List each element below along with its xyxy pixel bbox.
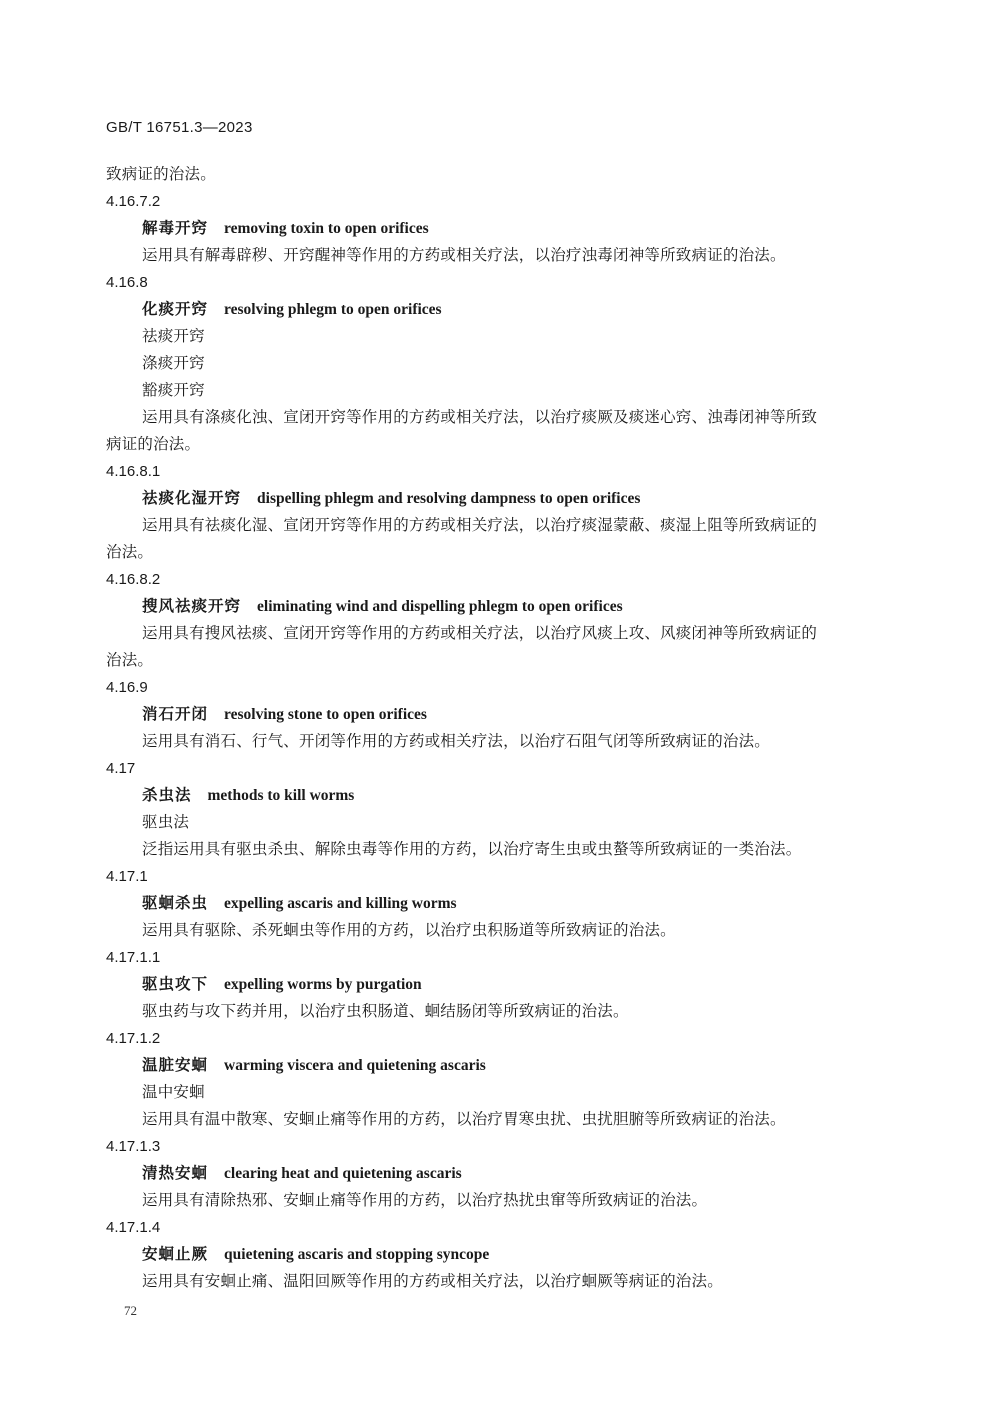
term-chinese: 消石开闭 [142,705,209,723]
clause-number: 4.17.1.1 [106,949,161,966]
clause-number: 4.17 [106,760,136,777]
clause-number: 4.16.9 [106,679,148,696]
term-heading [106,1241,896,1268]
term-english: removing toxin to open orifices [224,220,429,237]
term-chinese: 清热安蛔 [142,1164,209,1182]
term-english: resolving phlegm to open orifices [224,301,442,318]
definition-text: 运用具有消石、行气、开闭等作用的方药或相关疗法，以治疗石阻气闭等所致病证的治法。 [142,732,771,750]
clause-number: 4.17.1.2 [106,1030,161,1047]
term-english: clearing heat and quietening ascaris [224,1165,462,1182]
term-chinese: 杀虫法 [142,786,192,804]
term-heading [106,971,896,998]
term-english: methods to kill worms [207,787,355,804]
term-heading [106,1160,896,1187]
definition-text: 运用具有清除热邪、安蛔止痛等作用的方药，以治疗热扰虫窜等所致病证的治法。 [142,1191,708,1209]
term-english: warming viscera and quietening ascaris [224,1057,486,1074]
term-chinese: 搜风祛痰开窍 [142,597,242,615]
definition-text: 涤痰开窍 [142,354,205,372]
term-english: resolving stone to open orifices [224,706,427,723]
term-chinese: 驱蛔杀虫 [142,894,209,912]
term-chinese: 化痰开窍 [142,300,209,318]
definition-text: 泛指运用具有驱虫杀虫、解除虫毒等作用的方药，以治疗寄生虫或虫螯等所致病证的一类治法。 [142,840,802,858]
term-chinese: 驱虫攻下 [142,975,209,993]
definition-text: 驱虫法 [142,813,190,831]
continuation-text: 治法。 [106,543,154,561]
definition-text: 温中安蛔 [142,1083,205,1101]
definition-text: 运用具有解毒辟秽、开窍醒神等作用的方药或相关疗法，以治疗浊毒闭神等所致病证的治法。 [142,246,786,264]
definition-text: 运用具有温中散寒、安蛔止痛等作用的方药，以治疗胃寒虫扰、虫扰胆腑等所致病证的治法。 [142,1110,786,1128]
term-english: expelling ascaris and killing worms [224,895,457,912]
term-heading [106,215,896,242]
definition-text: 运用具有驱除、杀死蛔虫等作用的方药，以治疗虫积肠道等所致病证的治法。 [142,921,676,939]
term-heading [106,782,896,809]
term-chinese: 安蛔止厥 [142,1245,209,1263]
term-heading [106,1052,896,1079]
term-heading [106,296,896,323]
clause-number: 4.16.8.2 [106,571,161,588]
definition-text: 运用具有搜风祛痰、宣闭开窍等作用的方药或相关疗法，以治疗风痰上攻、风痰闭神等所致病证的 [142,624,818,642]
term-chinese: 温脏安蛔 [142,1056,209,1074]
clause-number: 4.16.7.2 [106,193,161,210]
page-body [106,161,896,1295]
continuation-text: 治法。 [106,651,154,669]
standard-code: GB/T 16751.3—2023 [106,119,253,136]
definition-text: 运用具有涤痰化浊、宣闭开窍等作用的方药或相关疗法，以治疗痰厥及痰迷心窍、浊毒闭神等所致 [142,408,818,426]
definition-text: 豁痰开窍 [142,381,205,399]
term-heading [106,701,896,728]
clause-number: 4.16.8 [106,274,148,291]
definition-text: 运用具有祛痰化湿、宣闭开窍等作用的方药或相关疗法，以治疗痰湿蒙蔽、痰湿上阻等所致病证的 [142,516,818,534]
term-chinese: 祛痰化湿开窍 [142,489,242,507]
term-chinese: 解毒开窍 [142,219,209,237]
definition-text: 祛痰开窍 [142,327,205,345]
clause-number: 4.17.1.4 [106,1219,161,1236]
term-heading [106,485,896,512]
term-english: eliminating wind and dispelling phlegm to open orifices [257,598,623,615]
clause-number: 4.17.1.3 [106,1138,161,1155]
term-english: quietening ascaris and stopping syncope [224,1246,490,1263]
clause-number: 4.17.1 [106,868,148,885]
term-english: expelling worms by purgation [224,976,422,993]
term-heading [106,890,896,917]
clause-number: 4.16.8.1 [106,463,161,480]
term-heading [106,593,896,620]
definition-text: 运用具有安蛔止痛、温阳回厥等作用的方药或相关疗法，以治疗蛔厥等病证的治法。 [142,1272,723,1290]
definition-text: 驱虫药与攻下药并用，以治疗虫积肠道、蛔结肠闭等所致病证的治法。 [142,1002,629,1020]
continuation-text: 致病证的治法。 [106,165,216,183]
term-english: dispelling phlegm and resolving dampness to open orifices [257,490,641,507]
continuation-text: 病证的治法。 [106,435,201,453]
page-number: 72 [124,1303,137,1318]
